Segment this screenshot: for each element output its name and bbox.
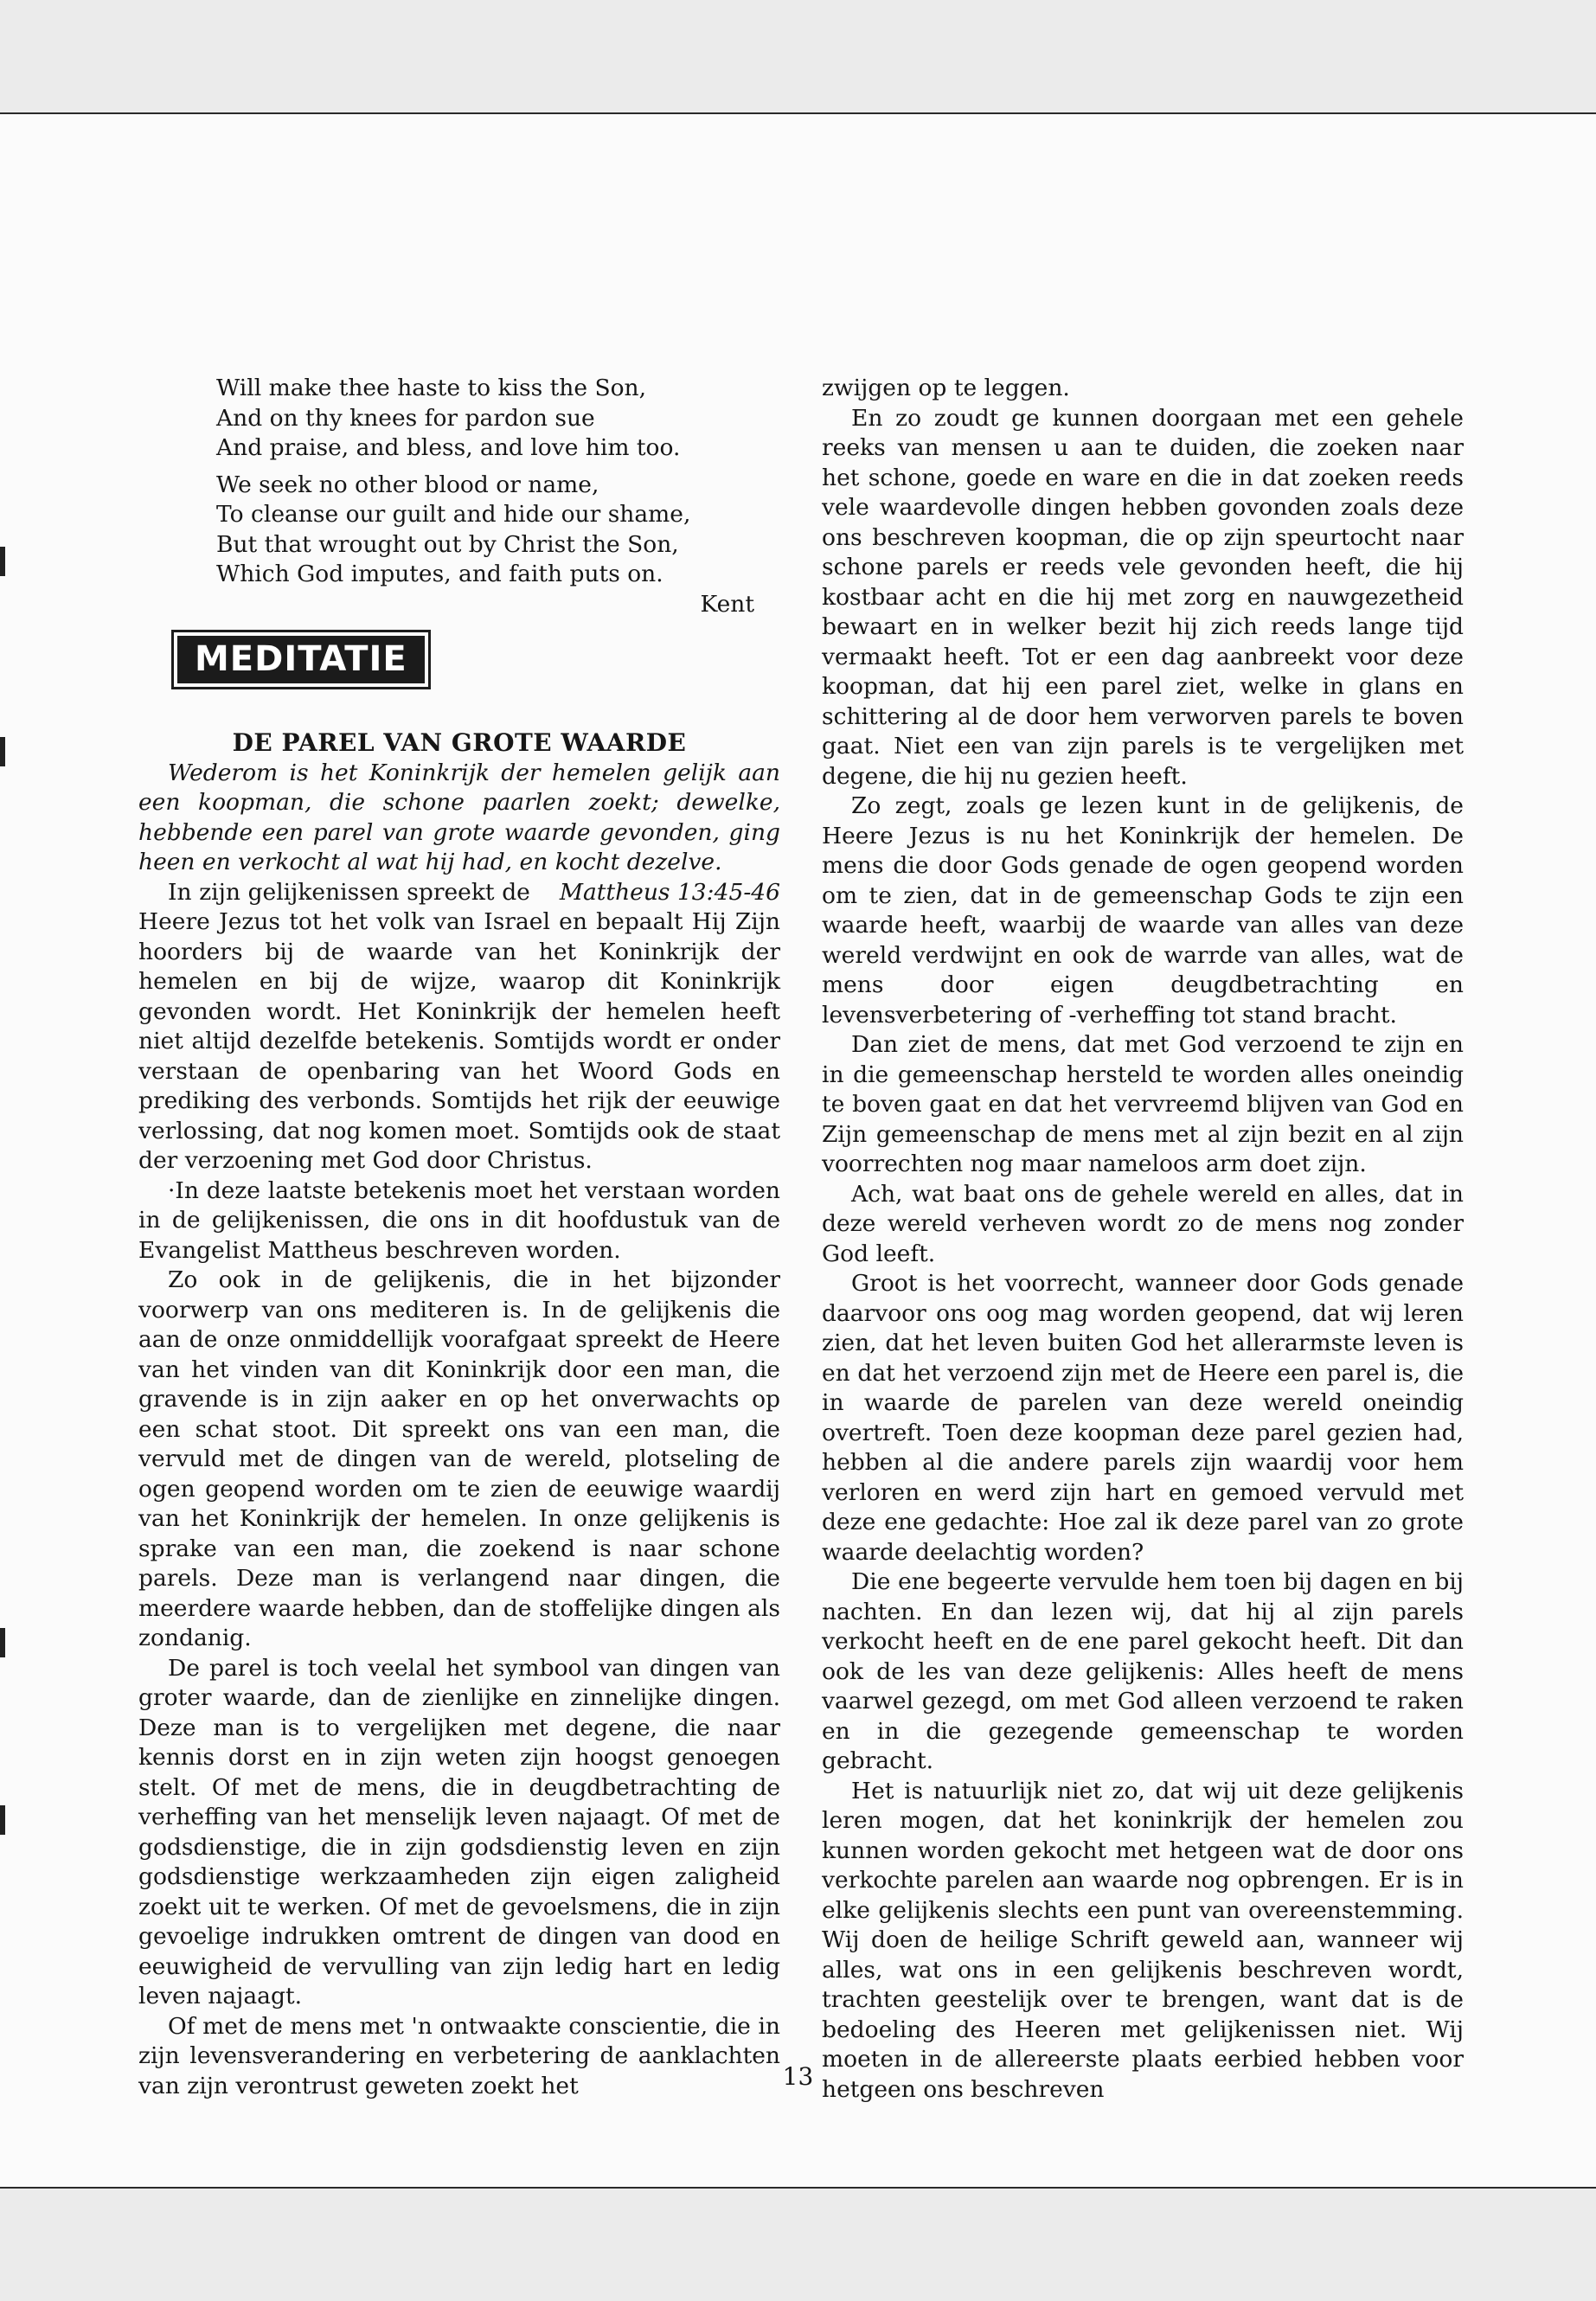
section-badge <box>171 630 780 713</box>
epigraph: Wederom is het Koninkrijk der hemelen gelijk aan een koopman, die schone paarlen zoekt; dewelke, hebbende een parel van grote waarde gevonden, ging heen en verkocht al wat hij had, en kocht dezelve. Mattheus 13:45-46 <box>138 759 780 878</box>
edge-mark <box>0 1628 5 1657</box>
paragraph: Dan ziet de mens, dat met God verzoend te zijn en in die gemeenschap hersteld te worden alles oneindig te boven gaat en dat het vervreemd blijven van God en Zijn gemeenschap de mens met al zijn bezit en al zijn voorrechten nog maar nameloos arm doet zijn. <box>822 1031 1464 1177</box>
page-number: 13 <box>782 2062 814 2091</box>
poem-line: Will make thee haste to kiss the Son, <box>216 375 647 401</box>
poem-line: But that wrought out by Christ the Son, <box>216 530 679 558</box>
poem-author: Kent <box>700 590 754 618</box>
edge-mark <box>0 1805 5 1835</box>
edge-mark <box>0 737 5 766</box>
paragraph: Het is natuurlijk niet zo, dat wij uit deze gelijkenis leren mogen, dat het koninkrijk der hemelen zou kunnen worden gekocht met hetgeen wat de door ons verkochte parelen aan waarde nog opbrengen. Er is in elke gelijkenis slechts een punt van overeenstemming. Wij doen de heilige Schrift geweld aan, wanneer wij alles, wat ons in een gelijkenis beschreven wordt, trachten geestelijk over te brengen, want dat is de bedoeling des Heeren met gelijkenissen niet. Wij moeten in de allereerste plaats eerbied hebben voor hetgeen ons beschreven <box>822 1777 1464 2103</box>
poem-line: To cleanse our guilt and hide our shame, <box>216 501 691 528</box>
poem-line: And praise, and bless, and love him too. <box>216 434 681 461</box>
paragraph: Zo ook in de gelijkenis, die in het bijzonder voorwerp van ons mediteren is. In de gelijkenis die aan de onze onmiddellijk voorafgaat spreekt de Heere van het vinden van dit Koninkrijk door een man, die gravende is in zijn aaker en op het onverwachts op een schat stoot. Dit spreekt ons van een man, die vervuld met de dingen van de wereld, plotseling de ogen geopend worden om te zien de eeuwige waardij van het Koninkrijk der hemelen. In onze gelijkenis is sprake van een man, die zoekend is naar schone parels. Deze man is verlangend naar dingen, die meerdere waarde hebben, dan de stoffelijke dingen als zondanig. <box>138 1266 780 1651</box>
poem-line: Which God imputes, and faith puts on. <box>216 561 663 587</box>
paragraph: Ach, wat baat ons de gehele wereld en alles, dat in deze wereld verheven wordt zo de mens nog zonder God leeft. <box>822 1180 1464 1267</box>
paragraph: ·In deze laatste betekenis moet het verstaan worden in de gelijkenissen, die ons in dit hoofdustuk van de Evangelist Mattheus beschreven worden. <box>138 1176 780 1264</box>
paragraph: En zo zoudt ge kunnen doorgaan met een gehele reeks van mensen u aan te duiden, die zoeken naar het schone, goede en ware en die in dat zoeken reeds vele waardevolle dingen hebben govonden zoals deze ons beschreven koopman, die op zijn speurtocht naar schone parels er reeds vele gevonden heeft, die hij kostbaar acht en die hij met zorg en nauwgezetheid bewaart en in welker bezit hij zich reeds lange tijd vermaakt heeft. Tot er een dag aanbreekt voor deze koopman, dat hij een parel ziet, welke in glans en schittering al de door hem verworven parels te boven gaat. Niet een van zijn parels is te vergelijken met degene, die hij nu gezien heeft. <box>822 404 1464 790</box>
right-column <box>822 374 1464 2105</box>
left-column <box>138 374 780 2101</box>
poem-line: And on thy knees for pardon sue <box>216 404 595 432</box>
paragraph: Of met de mens met 'n ontwaakte conscientie, die in zijn levensverandering en verbetering de aanklachten van zijn verontrust geweten zoekt het <box>138 2012 780 2099</box>
article-title: DE PAREL VAN GROTE WAARDE <box>232 728 687 757</box>
paragraph: Zo zegt, zoals ge lezen kunt in de gelijkenis, de Heere Jezus is nu het Koninkrijk der hemelen. De mens die door Gods genade de ogen geopend worden om te zien, dat in de gemeenschap Gods te zijn een waarde heeft, waarbij de waarde van alles van deze wereld verdwijnt en ook de warrde van alles, wat de mens door eigen deugdbetrachting en levensverbetering of -verheffing tot stand bracht. <box>822 792 1464 1029</box>
paragraph-continuation: zwijgen op te leggen. <box>822 375 1070 401</box>
paragraph: De parel is toch veelal het symbool van dingen van groter waarde, dan de zienlijke en zinnelijke dingen. Deze man is to vergelijken met degene, die naar kennis dorst en in zijn weten zijn hoogst genoegen stelt. Of met de mens, die in deugdbetrachting de verheffing van het menselijk leven najaagt. Of met de godsdienstige, die in zijn godsdienstig leven en zijn godsdienstige werkzaamheden zijn eigen zaligheid zoekt uit te werken. Of met de gevoelsmens, die in zijn gevoelige indrukken omtrent de dingen van dood en eeuwigheid de vervulling van zijn ledig hart en ledig leven najaagt. <box>138 1654 780 2009</box>
paragraph: Groot is het voorrecht, wanneer door Gods genade daarvoor ons oog mag worden geopend, dat wij leren zien, dat het leven buiten God het allerarmste leven is en dat het verzoend zijn met de Heere een parel is, die in waarde de parelen van deze wereld oneindig overtreft. Toen deze koopman deze parel gezien had, hebben al die andere parels zijn waardij voor hem verloren en werd zijn hart en gemoed vervuld met deze ene gedachte: Hoe zal ik deze parel van zo grote waarde deelachtig worden? <box>822 1270 1464 1566</box>
paragraph: In zijn gelijkenissen spreekt de Heere Jezus tot het volk van Israel en bepaalt Hij Zijn hoorders bij de waarde van het Koninkrijk der hemelen en bij de wijze, waarop dit Koninkrijk gevonden wordt. Het Koninkrijk der hemelen heeft niet altijd dezelfde betekenis. Somtijds wordt er onder verstaan de openbaring van het Woord Gods en prediking des verbonds. Somtijds het rijk der eeuwige verlossing, dat nog komen moet. Somtijds ook de staat der verzoening met God door Christus. <box>138 878 780 1174</box>
edge-mark <box>0 547 5 576</box>
paragraph: Die ene begeerte vervulde hem toen bij dagen en bij nachten. En dan lezen wij, dat hij al zijn parels verkocht heeft en de ene parel gekocht heeft. Dit dan ook de les van deze gelijkenis: Alles heeft de mens vaarwel gezegd, om met God alleen verzoend te raken en in die gezegende gemeenschap te worden gebracht. <box>822 1568 1464 1774</box>
poem <box>138 374 780 619</box>
poem-line: We seek no other blood or name, <box>216 471 599 498</box>
scripture-reference: Mattheus 13:45-46 <box>559 878 780 906</box>
page-sheet <box>0 112 1596 2189</box>
badge-label: MEDITATIE <box>177 636 425 683</box>
